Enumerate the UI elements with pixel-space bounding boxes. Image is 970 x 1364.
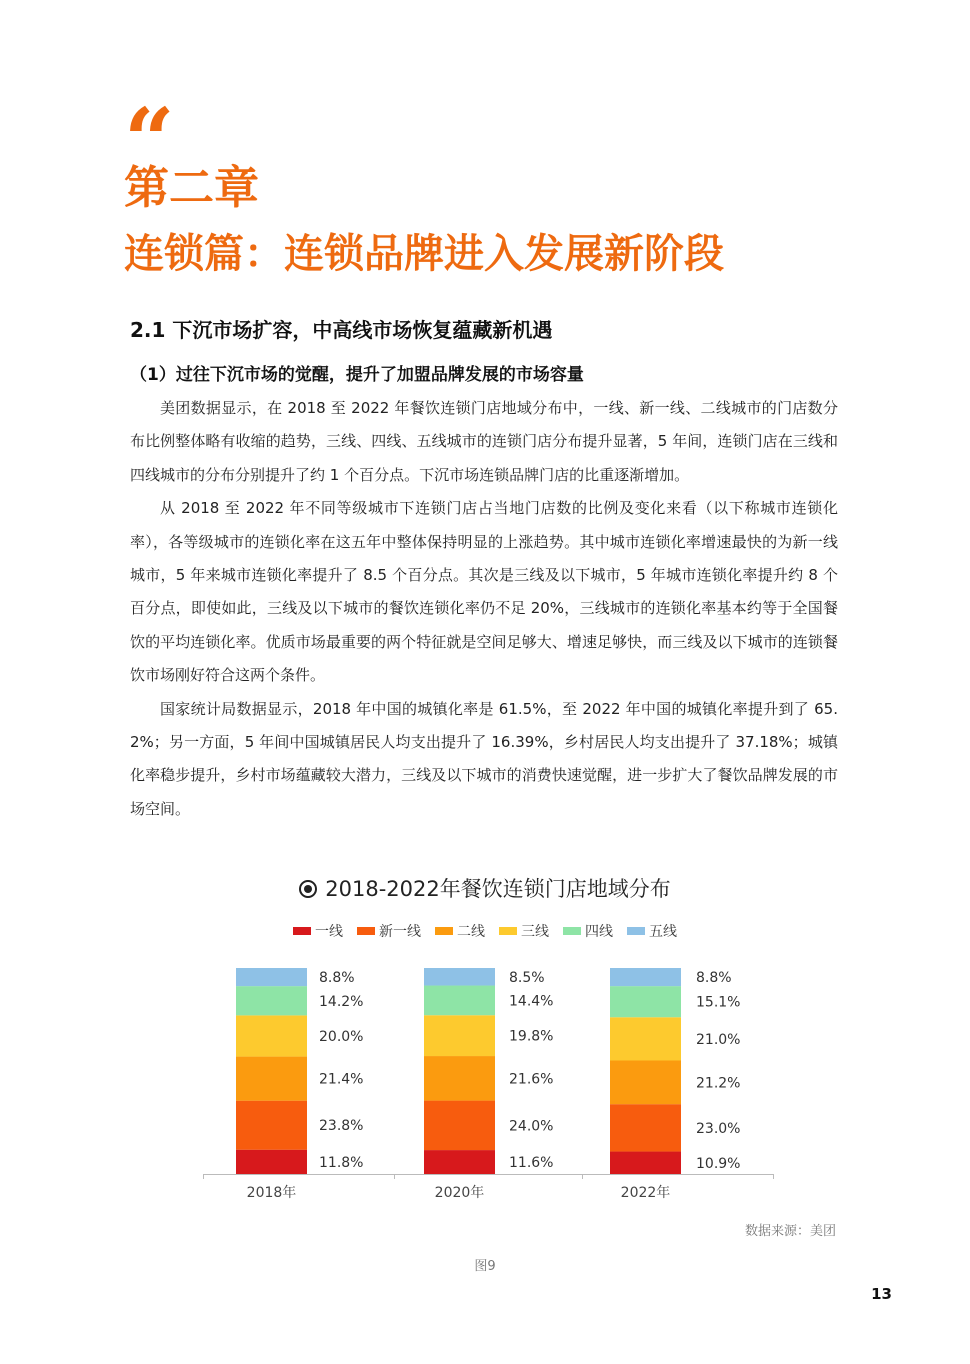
bar-segment (236, 1101, 307, 1150)
quote-mark: “ (124, 88, 175, 192)
data-source: 数据来源：美团 (744, 1224, 836, 1239)
data-label: 8.8% (696, 970, 732, 987)
data-label: 15.1% (696, 994, 741, 1011)
bar-segment (610, 986, 681, 1017)
category-label: 2020年 (434, 1185, 485, 1201)
legend-label: 四线 (585, 924, 613, 940)
data-label: 10.9% (696, 1155, 741, 1172)
bar-segment (610, 968, 681, 986)
data-label: 11.6% (509, 1155, 554, 1172)
bar-segment (610, 1060, 681, 1104)
bar-segment (424, 968, 495, 986)
bar-segment (236, 968, 307, 986)
bar-segment (236, 1057, 307, 1101)
figure-label: 图9 (474, 1259, 496, 1274)
bar-segment (610, 1152, 681, 1174)
data-label: 14.4% (509, 993, 554, 1010)
data-label: 8.8% (319, 970, 355, 987)
bar-segment (610, 1104, 681, 1151)
legend-label: 五线 (649, 924, 677, 940)
data-label: 23.0% (696, 1120, 741, 1137)
bar-segment (424, 1056, 495, 1101)
bar-segment (424, 986, 495, 1016)
paragraph-1: 美团数据显示，在 2018 至 2022 年餐饮连锁门店地域分布中，一线、新一线、二线城市的门店数分布比例整体略有收缩的趋势，三线、四线、五线城市的连锁门店分布提升显著，5 年间，连锁门店在三线和四线城市的分布分别提升了约 1 个百分点。下沉市场连锁品牌门店的比重逐渐增加。 (130, 399, 838, 484)
legend-label: 一线 (315, 924, 343, 940)
bar-segment (236, 986, 307, 1015)
category-label: 2018年 (246, 1185, 297, 1201)
chapter-title: 第二章 (124, 161, 260, 214)
data-label: 14.2% (319, 993, 364, 1010)
data-label: 24.0% (509, 1118, 554, 1135)
data-label: 20.0% (319, 1028, 364, 1045)
chart-title: 2018-2022年餐饮连锁门店地域分布 (325, 877, 671, 901)
legend-label: 新一线 (379, 924, 421, 940)
page-number: 13 (871, 1285, 892, 1303)
legend-label: 三线 (521, 924, 549, 940)
data-label: 19.8% (509, 1028, 554, 1045)
bar-segment (610, 1017, 681, 1060)
data-label: 21.0% (696, 1031, 741, 1048)
chapter-subtitle: 连锁篇：连锁品牌进入发展新阶段 (124, 231, 724, 277)
paragraph-2: 从 2018 至 2022 年不同等级城市下连锁门店占当地门店数的比例及变化来看（以下称城市连锁化率），各等级城市的连锁化率在这五年中整体保持明显的上涨趋势。其中城市连锁化率增速最快的为新一线城市，5 年来城市连锁化率提升了 8.5 个百分点。其次是三线及以下城市，5 年城市连锁化率提升约 8 个百分点，即使如此，三线及以下城市的餐饮连锁化率仍不足 20%，三线城市的连锁化率基本约等于全国餐饮的平均连锁化率。优质市场最重要的两个特征就是空间足够大、增速足够快，而三线及以下城市的连锁餐饮市场刚好符合这两个条件。 (130, 499, 838, 685)
data-label: 21.2% (696, 1075, 741, 1092)
bar-segment (236, 1015, 307, 1056)
bar-segment (424, 1015, 495, 1056)
subsection-title: （1）过往下沉市场的觉醒，提升了加盟品牌发展的市场容量 (130, 365, 584, 385)
section-title: 2.1 下沉市场扩容，中高线市场恢复蕴藏新机遇 (130, 318, 553, 342)
data-label: 21.4% (319, 1071, 364, 1088)
data-label: 21.6% (509, 1071, 554, 1088)
data-label: 11.8% (319, 1154, 364, 1171)
data-label: 23.8% (319, 1118, 364, 1135)
bar-segment (236, 1150, 307, 1174)
category-label: 2022年 (620, 1185, 671, 1201)
paragraph-3: 国家统计局数据显示，2018 年中国的城镇化率是 61.5%，至 2022 年中国的城镇化率提升到了 65.2%；另一方面，5 年间中国城镇居民人均支出提升了 16.39%，乡村居民人均支出提升了 37.18%；城镇化率稳步提升，乡村市场蕴藏较大潜力，三线及以下城市的消费快速觉醒，进一步扩大了餐饮品牌发展的市场空间。 (130, 699, 838, 818)
bar-segment (424, 1101, 495, 1150)
data-label: 8.5% (509, 969, 545, 986)
bar-segment (424, 1150, 495, 1174)
legend-label: 二线 (457, 924, 485, 940)
